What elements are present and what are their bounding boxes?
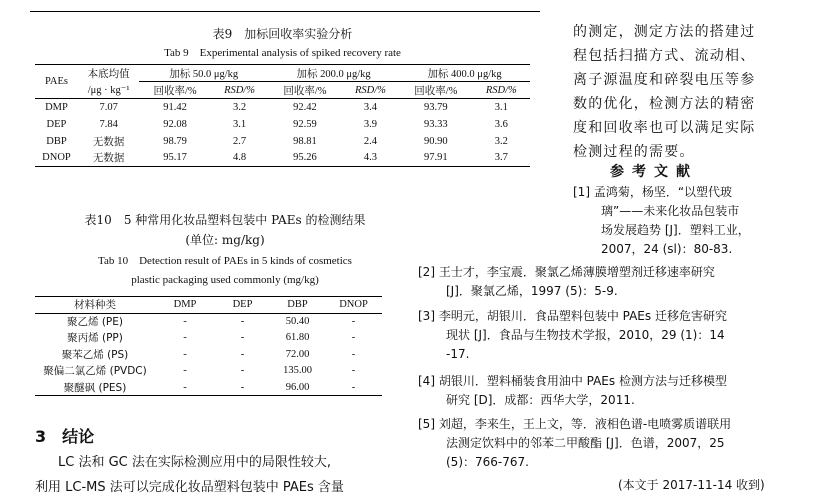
- table9-sub-rsd-400: RSD/%: [473, 82, 530, 99]
- table9-cell: 3.7: [494, 152, 508, 164]
- table9-caption-en: Tab 9 Experimental analysis of spiked recovery rate: [164, 47, 401, 59]
- table9-sub-recovery-400: 回收率/%: [399, 82, 473, 99]
- table10-cell: -: [240, 381, 245, 393]
- table9-sub-recovery-200: 回收率/%: [268, 82, 342, 99]
- table10-cell: -: [351, 316, 356, 327]
- reference-line: [3] 李明元，胡银川．食品塑料包装中 PAEs 迁移危害研究: [418, 309, 727, 323]
- table9-cell: 3.2: [232, 101, 247, 113]
- reference-line: 场发展趋势 [J]．塑料工业，: [601, 223, 750, 237]
- table9-sub-rsd-50: RSD/%: [211, 82, 268, 99]
- table10-cell: 61.80: [285, 332, 310, 344]
- table10-cell: -: [183, 381, 187, 393]
- reference-line: 研究 [D]．成都：西华大学，2011.: [446, 393, 635, 407]
- table-row: [35, 150, 530, 167]
- top-rule: [30, 11, 540, 12]
- table9-cell: 92.08: [163, 118, 187, 130]
- table9-cell: 3.4: [363, 101, 377, 113]
- table10-cell: 聚乙烯 (PE): [67, 316, 123, 328]
- table10-header: DNOP: [339, 299, 368, 311]
- reference-line: [2] 王士才，李宝震．聚氯乙烯薄膜增塑剂迁移速率研究: [418, 265, 715, 279]
- table10-cell: -: [351, 332, 356, 344]
- reference-item: [418, 415, 731, 472]
- reference-line: 法测定饮料中的邻苯二甲酸酯 [J]．色谱，2007，25: [446, 436, 725, 450]
- table9-cell: 3.1: [232, 118, 247, 130]
- table10-cell: 聚偏二氯乙烯 (PVDC): [43, 365, 147, 378]
- body-text-line: 度和回收率也可以满足实际: [573, 120, 756, 136]
- table-row: [35, 379, 382, 396]
- table10-cell: 96.00: [285, 381, 310, 393]
- table9-col-paes: PAEs: [35, 65, 78, 99]
- table-row: [35, 116, 530, 133]
- table10-cell: 聚丙烯 (PP): [67, 332, 123, 345]
- table10-cell: 聚苯乙烯 (PS): [61, 348, 129, 361]
- reference-line: [5] 刘超，李来生，王上文，等．液相色谱-电喷雾质谱联用: [418, 417, 732, 431]
- table10-cell: 聚醚砜 (PES): [63, 381, 127, 394]
- table9-cell: 95.17: [163, 152, 187, 164]
- table9-cell: 98.79: [163, 135, 187, 147]
- table10-header: DMP: [173, 299, 197, 311]
- table10-cell: -: [183, 348, 187, 360]
- body-text-line: 离子源温度和碎裂电压等参: [573, 72, 756, 88]
- table-row: [35, 330, 382, 347]
- table-row: [35, 346, 382, 363]
- table10-header: DEP: [232, 299, 253, 311]
- reference-line: -17.: [446, 347, 470, 361]
- table10-header: 材料种类: [74, 299, 116, 312]
- table9-cell: 4.3: [363, 152, 377, 164]
- table9-cell: 3.9: [363, 118, 377, 130]
- table9-cell: 2.7: [232, 135, 247, 147]
- section-paragraph-line: LC 法和 GC 法在实际检测应用中的局限性较大,: [58, 455, 332, 470]
- reference-line: 璃”——未来化妆品包装市: [601, 204, 740, 218]
- table9: [35, 64, 530, 167]
- table9-group-50: 加标 50.0 μg/kg: [139, 65, 268, 82]
- table10-caption-en-1: Tab 10 Detection result of PAEs in 5 kinds of cosmetics: [98, 255, 352, 267]
- table9-cell: 3.6: [494, 118, 508, 130]
- table10-header: DBP: [287, 299, 308, 311]
- reference-item: [418, 372, 727, 410]
- table9-group-200: 加标 200.0 μg/kg: [268, 65, 399, 82]
- table10-cell: 72.00: [285, 348, 310, 360]
- table10-cell: -: [183, 365, 187, 377]
- table9-cell: 无数据: [92, 152, 125, 165]
- table-row: [35, 313, 382, 330]
- table9-cell: 无数据: [92, 135, 125, 148]
- reference-item: [418, 263, 715, 301]
- table9-col-background: 本底均值: [87, 68, 130, 80]
- reference-line: [1] 孟鸿菊，杨坚．“以塑代玻: [573, 185, 733, 199]
- body-text-line: 的测定，测定方法的搭建过: [573, 24, 756, 40]
- table-row: [35, 363, 382, 380]
- table9-sub-recovery-50: 回收率/%: [139, 82, 211, 99]
- table9-cell: 92.59: [293, 118, 317, 130]
- table9-col-background-unit: /μg · kg⁻¹: [78, 82, 139, 99]
- table9-sub-rsd-200: RSD/%: [342, 82, 399, 99]
- reference-item: [573, 183, 750, 259]
- table10-cell: 50.40: [285, 316, 310, 327]
- table9-cell: DEP: [46, 118, 67, 130]
- reference-line: (5)：766-767.: [446, 455, 529, 469]
- body-text-line: 程包括扫描方式、流动相、: [573, 48, 756, 64]
- table9-cell: 95.26: [293, 152, 317, 164]
- table9-caption-cn: 表9 加标回收率实验分析: [212, 27, 353, 41]
- table9-cell: 3.1: [494, 101, 508, 113]
- table9-cell: 97.91: [424, 152, 448, 164]
- table10-cell: -: [183, 316, 187, 327]
- table9-cell: 90.90: [424, 135, 448, 147]
- table9-cell: 4.8: [232, 152, 247, 164]
- table9-cell: 2.4: [363, 135, 377, 147]
- table9-cell: 7.07: [99, 101, 118, 113]
- table10-cell: -: [240, 348, 245, 360]
- table10-cell: -: [240, 365, 245, 377]
- table9-cell: 91.42: [163, 101, 187, 113]
- table10-cell: -: [351, 381, 356, 393]
- table9-cell: DNOP: [42, 152, 71, 164]
- table10-caption-cn: 表10 5 种常用化妆品塑料包装中 PAEs 的检测结果: [84, 213, 366, 227]
- table10-cell: -: [240, 316, 245, 327]
- table9-cell: 92.42: [293, 101, 317, 113]
- table9-cell: 93.33: [424, 118, 448, 130]
- references-title: 参考文献: [610, 164, 698, 180]
- table-row: [35, 99, 530, 116]
- body-text-line: 数的优化，检测方法的精密: [573, 96, 756, 112]
- table9-cell: 3.2: [494, 135, 508, 147]
- reference-line: 2007，24 (sl)：80-83.: [601, 242, 733, 256]
- reference-line: [4] 胡银川．塑料桶装食用油中 PAEs 检测方法与迁移模型: [418, 374, 727, 388]
- reference-line: 现状 [J]．食品与生物技术学报，2010，29 (1)：14: [446, 328, 725, 342]
- table9-cell: DMP: [45, 101, 68, 113]
- table10-caption-unit: (单位: mg/kg): [185, 233, 265, 247]
- table10: [35, 296, 382, 396]
- reference-line: [J]．聚氯乙烯，1997 (5)：5-9.: [446, 284, 618, 298]
- body-text: [573, 20, 798, 164]
- table9-group-400: 加标 400.0 μg/kg: [399, 65, 530, 82]
- table9-cell: 7.84: [99, 118, 118, 130]
- table10-cell: -: [351, 365, 356, 377]
- table10-cell: -: [183, 332, 187, 344]
- table9-cell: 98.81: [293, 135, 317, 147]
- section-paragraph-line: 利用 LC-MS 法可以完成化妆品塑料包装中 PAEs 含量: [35, 480, 344, 495]
- table9-cell: 93.79: [424, 101, 448, 113]
- table10-cell: -: [351, 348, 356, 360]
- table10-cell: -: [240, 332, 245, 344]
- reference-item: [418, 307, 727, 364]
- section-heading: 3 结论: [35, 427, 95, 446]
- table9-cell: DBP: [46, 135, 67, 147]
- table10-cell: 135.00: [283, 365, 312, 377]
- received-note: (本文于 2017-11-14 收到): [618, 478, 765, 492]
- body-text-line: 检测过程的需要。: [573, 144, 695, 160]
- table-row: [35, 133, 530, 150]
- table10-caption-en-2: plastic packaging used commonly (mg/kg): [131, 274, 319, 286]
